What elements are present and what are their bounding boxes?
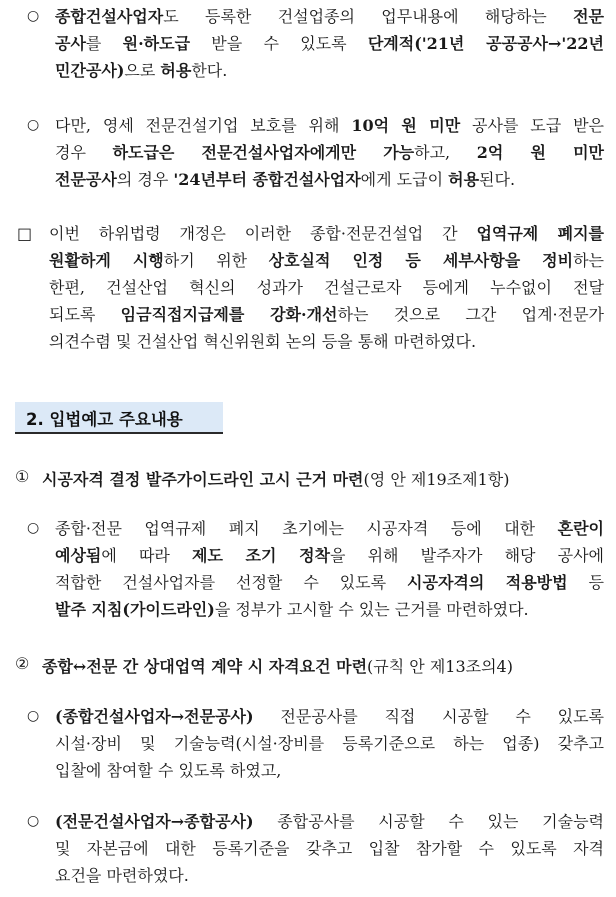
text-line [49,328,604,355]
text-run: 전문공사를 직접 시공할 수 있도록 [253,707,604,726]
text-run: 시설·장비 및 기술능력(시설·장비를 등록기준으로 하는 업종) 갖추고 [55,734,604,753]
text-line [55,862,604,889]
text-line [49,220,604,247]
text-run: 한다. [191,61,228,80]
text-run: 종합·전문 업역규제 폐지 초기에는 시공자격 등에 대한 [55,519,558,538]
text-line [49,301,604,328]
section-title: 2. 입법예고 주요내용 [26,410,183,429]
item-number: ① [15,467,30,486]
text-run: (영 안 제19조제1항) [363,470,510,489]
text-run: 받을 수 있도록 [190,34,368,53]
bold-text-run: 업역규제 폐지를 [476,224,604,243]
bold-text-run: 제도 조기 정착 [192,546,330,565]
item-number: ② [15,654,30,673]
bold-text-run: 허용 [448,170,480,189]
text-run: 하는 [573,251,604,270]
circle-bullet-icon: ○ [27,813,40,829]
paragraph-general-contractor-scope [0,3,616,84]
text-line [55,30,604,57]
text-line [49,274,604,301]
text-line [55,835,604,862]
text-line [55,703,604,730]
text-line [55,3,604,30]
text-run: 다만, 영세 전문건설기업 보호를 위해 [55,116,352,135]
bold-text-run: 종합건설사업자 [55,7,164,26]
text-run: 입찰에 참여할 수 있도록 하였고, [55,761,282,780]
paragraph-specialty-to-general [0,808,616,889]
text-line [55,569,604,596]
text-line [55,730,604,757]
text-run: 한편, 건설산업 혁신의 성과가 건설근로자 등에게 누수없이 전달 [49,278,604,297]
text-run: 요건을 마련하였다. [55,866,189,885]
bold-text-run: (종합건설사업자→전문공사) [55,707,254,726]
bold-text-run: 전문공사 [55,170,117,189]
text-run: 종합공사를 시공할 수 있는 기술능력 [253,812,604,831]
bold-text-run: 하도급은 전문건설사업자에게만 가능 [112,143,415,162]
text-run: 도 등록한 건설업종의 업무내용에 해당하는 [163,7,574,26]
bold-text-run: 혼란이 [557,519,604,538]
paragraph-guideline-basis [0,515,616,623]
square-bullet-icon: □ [17,224,33,243]
bold-text-run: 민간공사) [55,61,125,80]
bold-text-run: 임금직접지급제를 강화·개선 [120,305,338,324]
bold-text-run: 전문 [573,7,604,26]
bold-text-run: '24년부터 종합건설사업자 [173,170,361,189]
text-line [55,808,604,835]
paragraph-general-to-specialty [0,703,616,784]
text-line [55,596,604,623]
bold-text-run: 종합↔전문 간 상대업역 계약 시 자격요건 마련 [42,657,368,676]
circle-bullet-icon: ○ [27,117,40,133]
bold-text-run: 원·하도급 [122,34,191,53]
bold-text-run: 허용 [160,61,192,80]
text-run: (규칙 안 제13조의4) [367,657,513,676]
text-run: 하고, [414,143,477,162]
text-line [55,112,604,139]
text-run: 공사를 도급 받은 [460,116,605,135]
text-line [55,515,604,542]
text-line [55,139,604,166]
text-line [55,542,604,569]
bold-text-run: 예상됨 [55,546,102,565]
section-heading [15,402,223,434]
bold-text-run: 시공자격 결정 발주가이드라인 고시 근거 마련 [42,470,364,489]
text-run: 된다. [479,170,516,189]
text-run: 에 따라 [101,546,193,565]
text-run: 되도록 [49,305,121,324]
paragraph-small-business-protection [0,112,616,193]
text-line [55,57,604,84]
bold-text-run: 발주 지침(가이드라인) [55,600,215,619]
text-run: 의견수렴 및 건설산업 혁신위원회 논의 등을 통해 마련하였다. [49,332,477,351]
bold-text-run: 단계적('21년 공공공사→'22년 [367,34,604,53]
text-run: 적합한 건설사업자를 선정할 수 있도록 [55,573,408,592]
text-run: 의 경우 [116,170,174,189]
text-run: 을 위해 발주자가 해당 공사에 [329,546,604,565]
text-run: 경우 [55,143,113,162]
bold-text-run: 2억 원 미만 [476,143,604,162]
circle-bullet-icon: ○ [27,8,40,24]
circle-bullet-icon: ○ [27,708,40,724]
text-run: 를 [85,34,123,53]
bold-text-run: 상호실적 인정 등 세부사항을 정비 [268,251,574,270]
item-title [42,467,509,494]
text-run: 하기 위한 [163,251,269,270]
text-line [55,166,604,193]
text-run: 및 자본금에 대한 등록기준을 갖추고 입찰 참가할 수 있도록 자격 [55,839,604,858]
text-line [49,247,604,274]
bold-text-run: 원활하게 시행 [49,251,164,270]
text-run: 에게 도급이 [360,170,449,189]
text-run: 등 [567,573,604,592]
bold-text-run: 10억 원 미만 [351,116,461,135]
item-title [42,654,513,681]
text-run: 으로 [124,61,161,80]
text-run: 을 정부가 고시할 수 있는 근거를 마련하였다. [214,600,529,619]
text-run: 하는 것으로 그간 업계·전문가 [337,305,604,324]
bold-text-run: 시공자격의 적용방법 [407,573,568,592]
text-run: 이번 하위법령 개정은 이러한 종합·전문건설업 간 [49,224,477,243]
circle-bullet-icon: ○ [27,520,40,536]
bold-text-run: (전문건설사업자→종합공사) [55,812,254,831]
text-line [55,757,604,784]
paragraph-revision-overview [0,220,616,355]
bold-text-run: 공사 [55,34,86,53]
